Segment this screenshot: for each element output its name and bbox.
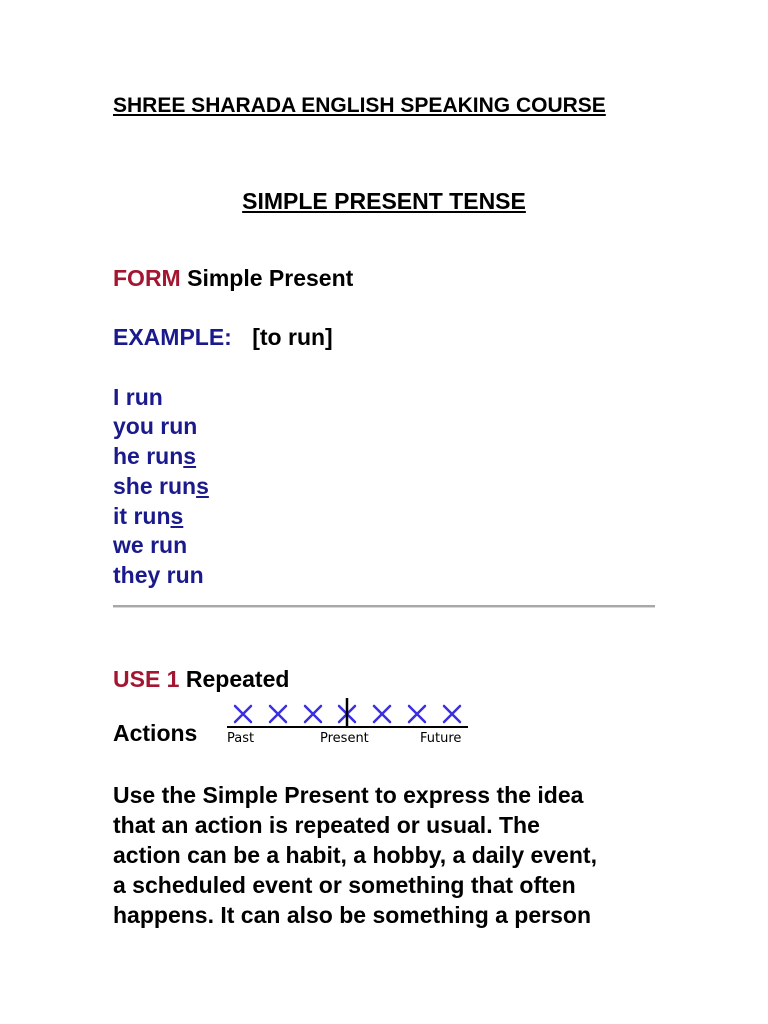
conjugation-stem: he run xyxy=(113,443,184,469)
conjugation-stem: she run xyxy=(113,473,197,499)
example-line xyxy=(113,324,333,351)
paragraph-line: a scheduled event or something that often xyxy=(113,872,576,898)
conjugation-line xyxy=(113,532,187,559)
timeline-label-past: Past xyxy=(227,731,255,746)
conjugation-suffix: s xyxy=(183,443,197,469)
conjugation-line xyxy=(113,413,197,440)
section-divider xyxy=(113,605,655,608)
conjugation-line xyxy=(113,384,163,411)
conjugation-line xyxy=(113,562,204,589)
lesson-title: SIMPLE PRESENT TENSE xyxy=(242,188,526,214)
conjugation-suffix: s xyxy=(196,473,209,499)
conjugation-suffix: s xyxy=(170,503,184,529)
use1-heading xyxy=(113,666,289,693)
conjugation-stem: you run xyxy=(113,413,198,439)
conjugation-stem: I run xyxy=(113,384,163,410)
timeline-label-future: Future xyxy=(420,731,462,746)
form-label: FORM xyxy=(113,265,181,291)
paragraph-line: happens. It can also be something a person xyxy=(113,902,591,928)
conjugation-stem: we run xyxy=(113,532,188,558)
timeline-label-present: Present xyxy=(320,731,369,746)
form-line xyxy=(113,265,353,292)
use1-paragraph xyxy=(113,780,673,930)
paragraph-line: that an action is repeated or usual. The xyxy=(113,812,540,838)
use1-label: USE 1 xyxy=(113,666,180,692)
use1-title: Repeated xyxy=(185,666,290,692)
paragraph-line: action can be a habit, a hobby, a daily event, xyxy=(113,842,597,868)
example-value: [to run] xyxy=(252,324,333,350)
timeline-diagram xyxy=(225,696,471,746)
conjugation-line xyxy=(113,443,196,470)
paragraph-line: Use the Simple Present to express the idea xyxy=(113,782,584,808)
form-value: Simple Present xyxy=(187,265,354,291)
conjugation-stem: it run xyxy=(113,503,171,529)
example-label: EXAMPLE: xyxy=(113,324,232,350)
conjugation-line xyxy=(113,503,183,530)
conjugation-stem: they run xyxy=(113,562,204,588)
course-title: SHREE SHARADA ENGLISH SPEAKING COURSE xyxy=(113,94,606,117)
use1-title-continued: Actions xyxy=(113,720,198,746)
conjugation-line xyxy=(113,473,209,500)
